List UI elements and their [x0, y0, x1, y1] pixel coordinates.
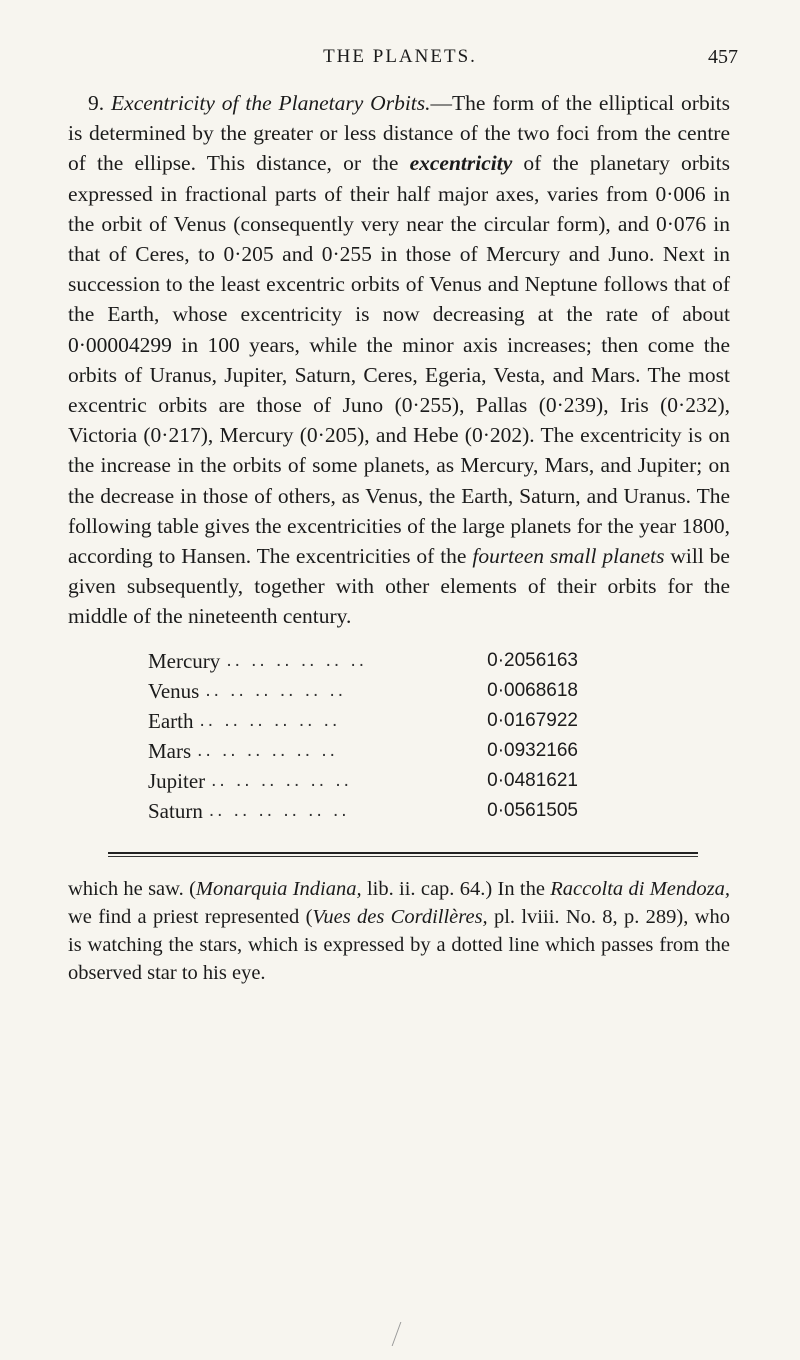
- planet-name: Mars: [148, 738, 192, 763]
- running-title: THE PLANETS.: [323, 46, 477, 67]
- paragraph-segment: —The form of the elliptical orbits is determined by the greater or less distance of the two foci from the centre of the ellipse. This distance, or the: [68, 91, 731, 176]
- footnote-segment: which he saw. (: [68, 877, 196, 900]
- emphasis-term: fourteen small planets: [472, 544, 665, 569]
- stray-mark: [392, 1322, 408, 1346]
- footnote-segment: lib. ii. cap. 64.) In the: [361, 877, 551, 900]
- planet-name: Venus: [148, 678, 200, 703]
- page-body: [68, 88, 730, 987]
- planet-name: Earth: [148, 708, 194, 733]
- page-number: 457: [708, 46, 738, 68]
- excentricity-value: 0·2056163: [487, 649, 578, 671]
- leader-dots: .. .. .. .. .. ..: [211, 769, 352, 791]
- leader-dots: .. .. .. .. .. ..: [199, 709, 341, 731]
- planet-name: Jupiter: [148, 768, 206, 793]
- footnote-segment: pl. lviii. No. 8, p. 289), who is watching the stars, which is expressed by a dotted line which passes from the observed star to his eye.: [68, 905, 730, 984]
- footnote-text: [68, 875, 730, 987]
- section-paragraph: [68, 88, 730, 632]
- footnote-citation: Raccolta di Mendoza,: [550, 877, 731, 900]
- footnote-separator: [108, 856, 698, 857]
- leader-dots: .. .. .. .. .. ..: [208, 799, 350, 821]
- table-row: [148, 766, 578, 796]
- running-head: [0, 46, 800, 76]
- table-row: [148, 646, 578, 676]
- table-row: [148, 796, 578, 826]
- excentricity-value: 0·0561505: [487, 799, 578, 821]
- footnote-separator: [108, 852, 698, 854]
- table-row: [148, 706, 578, 736]
- leader-dots: .. .. .. .. .. ..: [226, 649, 368, 671]
- footnote-citation: Monarquia Indiana,: [195, 877, 362, 900]
- paragraph-segment: of the planetary orbits expressed in fractional parts of their half major axes, varies from 0·006 in the orbit of Venus (consequently very near the circular form), and 0·076 in that of Ceres, to 0·205 and 0·255 in those of Mercury and Juno. Next in succession to the least excentric orbits of Venus and Neptune follows that of the Earth, whose excentricity is now decreasing at the rate of about 0·00004299 in 100 years, while the minor axis increases; then come the orbits of Uranus, Jupiter, Saturn, Ceres, Egeria, Vesta, and Mars. The most excentric orbits are those of Juno (0·255), Pallas (0·239), Iris (0·232), Victoria (0·217), Mercury (0·205), and Hebe (0·202). The excentricity is on the increase in the orbits of some planets, as Mercury, Mars, and Jupiter; on the decrease in those of others, as Venus, the Earth, Saturn, and Uranus. The following table gives the excentricities of the large planets for the year 1800, according to Hansen. The excentricities of the: [68, 151, 730, 569]
- planet-name: Mercury: [148, 648, 221, 673]
- excentricity-value: 0·0167922: [487, 709, 578, 731]
- excentricity-value: 0·0068618: [487, 679, 578, 701]
- leader-dots: .. .. .. .. .. ..: [197, 739, 338, 761]
- footnote-citation: Vues des Cordillères,: [312, 905, 488, 928]
- paragraph-segment: will be given subsequently, together with other elements of their orbits for the middle of the nineteenth century.: [68, 544, 730, 629]
- emphasis-term: excentricity: [409, 151, 513, 176]
- planet-name: Saturn: [148, 798, 203, 823]
- leader-dots: .. .. .. .. .. ..: [205, 679, 347, 701]
- footnote: [68, 875, 730, 987]
- excentricity-table: [148, 646, 578, 826]
- excentricity-value: 0·0932166: [487, 739, 578, 761]
- table-row: [148, 736, 578, 766]
- table-row: [148, 676, 578, 706]
- footnote-segment: we find a priest represented (: [68, 905, 313, 928]
- section-heading: Excentricity of the Planetary Orbits.: [111, 91, 431, 115]
- paragraph-text: [68, 88, 730, 632]
- section-number: 9.: [88, 91, 105, 115]
- excentricity-value: 0·0481621: [487, 769, 578, 791]
